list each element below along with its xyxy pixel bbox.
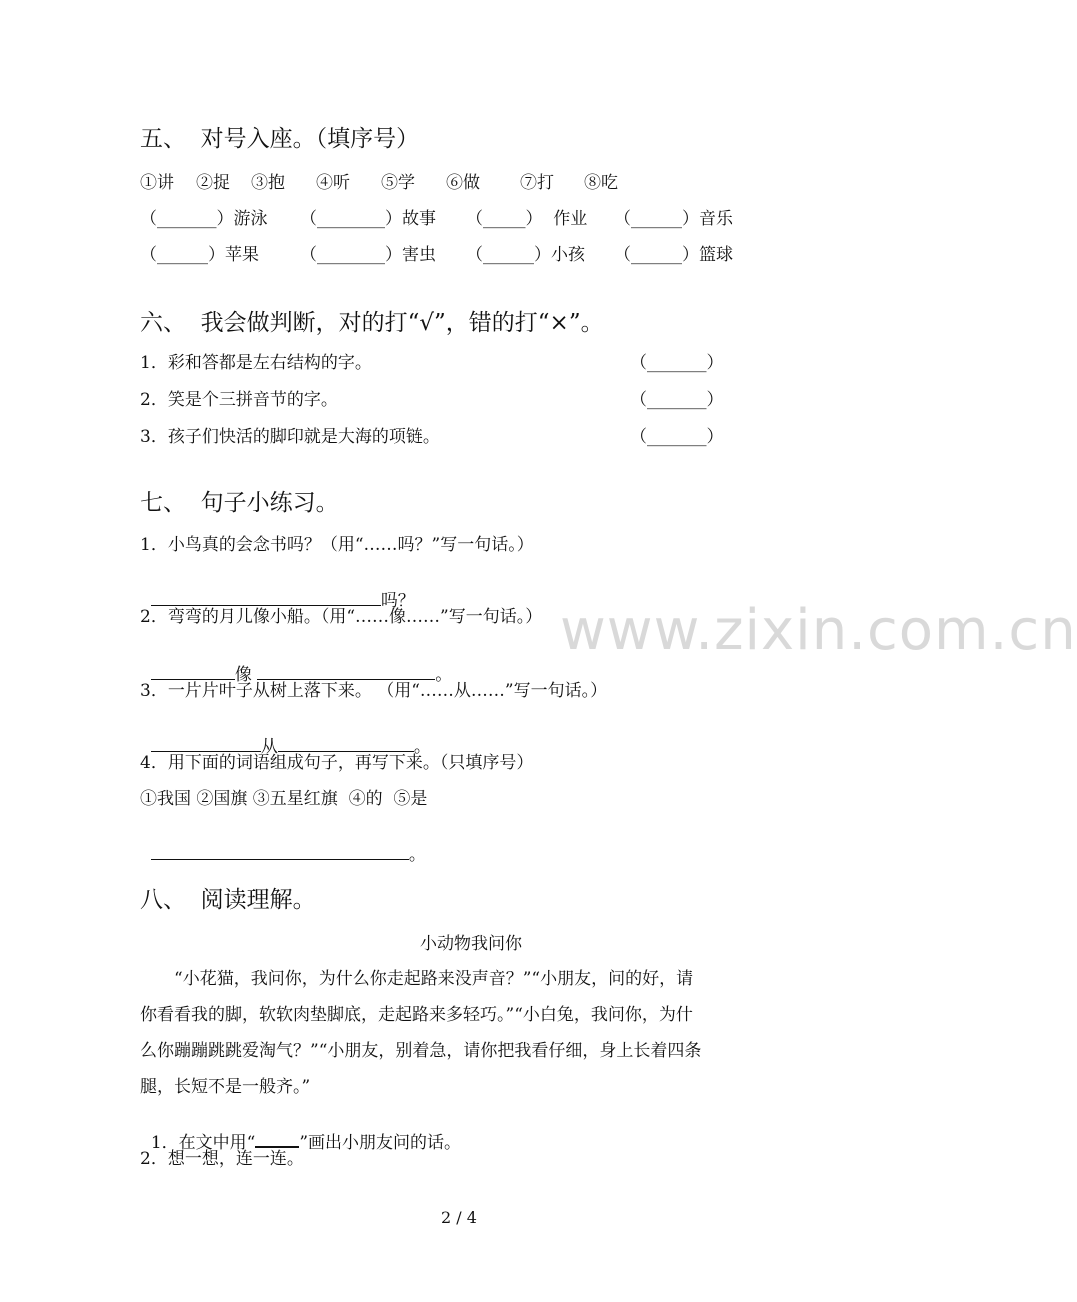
word-5: ⑤学 bbox=[381, 173, 415, 193]
section5-title: 五、 对号入座。（填序号） bbox=[140, 126, 420, 152]
story-title: 小动物我问你 bbox=[420, 934, 522, 954]
question-1: 1．小鸟真的会念书吗？（用“……吗？”写一句话。） bbox=[140, 535, 534, 555]
q1-prefix: 1．在文中用“ bbox=[150, 1133, 256, 1153]
word-4: ④听 bbox=[316, 173, 350, 193]
judge-answer[interactable]: （_______） bbox=[630, 427, 724, 447]
match-blank[interactable]: （______）音乐 bbox=[614, 209, 733, 229]
section8-title: 八、 阅读理解。 bbox=[140, 887, 316, 913]
answer-mid: 从 bbox=[260, 737, 278, 757]
q1-suffix: ”画出小朋友问的话。 bbox=[299, 1133, 462, 1153]
word-6: ⑥做 bbox=[446, 173, 480, 193]
question-2: 2．弯弯的月儿像小船。（用“……像……”写一句话。） bbox=[140, 607, 543, 627]
judge-item: 2．笑是个三拼音节的字。 bbox=[140, 390, 338, 410]
reading-question-2: 2．想一想，连一连。 bbox=[140, 1149, 304, 1169]
answer-suffix: 吗？ bbox=[380, 591, 415, 611]
word-7: ⑦打 bbox=[520, 173, 554, 193]
story-line: “小花猫，我问你，为什么你走起路来没声音？”“小朋友，问的好，请 bbox=[174, 969, 694, 989]
section6-title: 六、 我会做判断，对的打“√”，错的打“×”。 bbox=[140, 310, 604, 336]
watermark: www.zixin.com.cn bbox=[560, 598, 1077, 663]
word-2: ②捉 bbox=[196, 173, 230, 193]
match-blank[interactable]: （________）故事 bbox=[300, 209, 436, 229]
answer-end: 。 bbox=[413, 737, 431, 757]
match-blank[interactable]: （______）篮球 bbox=[614, 245, 733, 265]
answer-mid: 像 bbox=[234, 665, 252, 685]
match-blank[interactable]: （______）苹果 bbox=[140, 245, 259, 265]
word-8: ⑧吃 bbox=[584, 173, 618, 193]
question-4-words: ①我国 ②国旗 ③五星红旗 ④的 ⑤是 bbox=[140, 789, 428, 809]
story-line: 你看看我的脚，软软肉垫脚底，走起路来多轻巧。”“小白兔，我问你，为什 bbox=[140, 1005, 693, 1025]
match-blank[interactable]: （_______）游泳 bbox=[140, 209, 268, 229]
story-line: 么你蹦蹦跳跳爱淘气？”“小朋友，别着急，请你把我看仔细，身上长着四条 bbox=[140, 1041, 702, 1061]
section7-title: 七、 句子小练习。 bbox=[140, 490, 339, 516]
word-3: ③抱 bbox=[251, 173, 285, 193]
page-number: 2 / 4 bbox=[441, 1208, 477, 1227]
story-line: 腿，长短不是一般齐。” bbox=[140, 1077, 311, 1097]
answer-end: 。 bbox=[435, 665, 453, 685]
match-blank[interactable]: （______）小孩 bbox=[466, 245, 585, 265]
question-3: 3．一片片叶子从树上落下来。 （用“……从……”写一句话。） bbox=[140, 681, 608, 701]
judge-item: 3．孩子们快活的脚印就是大海的项链。 bbox=[140, 427, 440, 447]
question-4: 4．用下面的词语组成句子，再写下来。（只填序号） bbox=[140, 753, 534, 773]
word-1: ①讲 bbox=[140, 173, 174, 193]
judge-answer[interactable]: （_______） bbox=[630, 390, 724, 410]
answer-end: 。 bbox=[408, 845, 426, 865]
answer-line-4[interactable] bbox=[140, 820, 426, 865]
match-blank[interactable]: （_____） 作业 bbox=[466, 209, 588, 229]
match-blank[interactable]: （________）害虫 bbox=[300, 245, 436, 265]
judge-item: 1．彩和答都是左右结构的字。 bbox=[140, 353, 372, 373]
judge-answer[interactable]: （_______） bbox=[630, 353, 724, 373]
